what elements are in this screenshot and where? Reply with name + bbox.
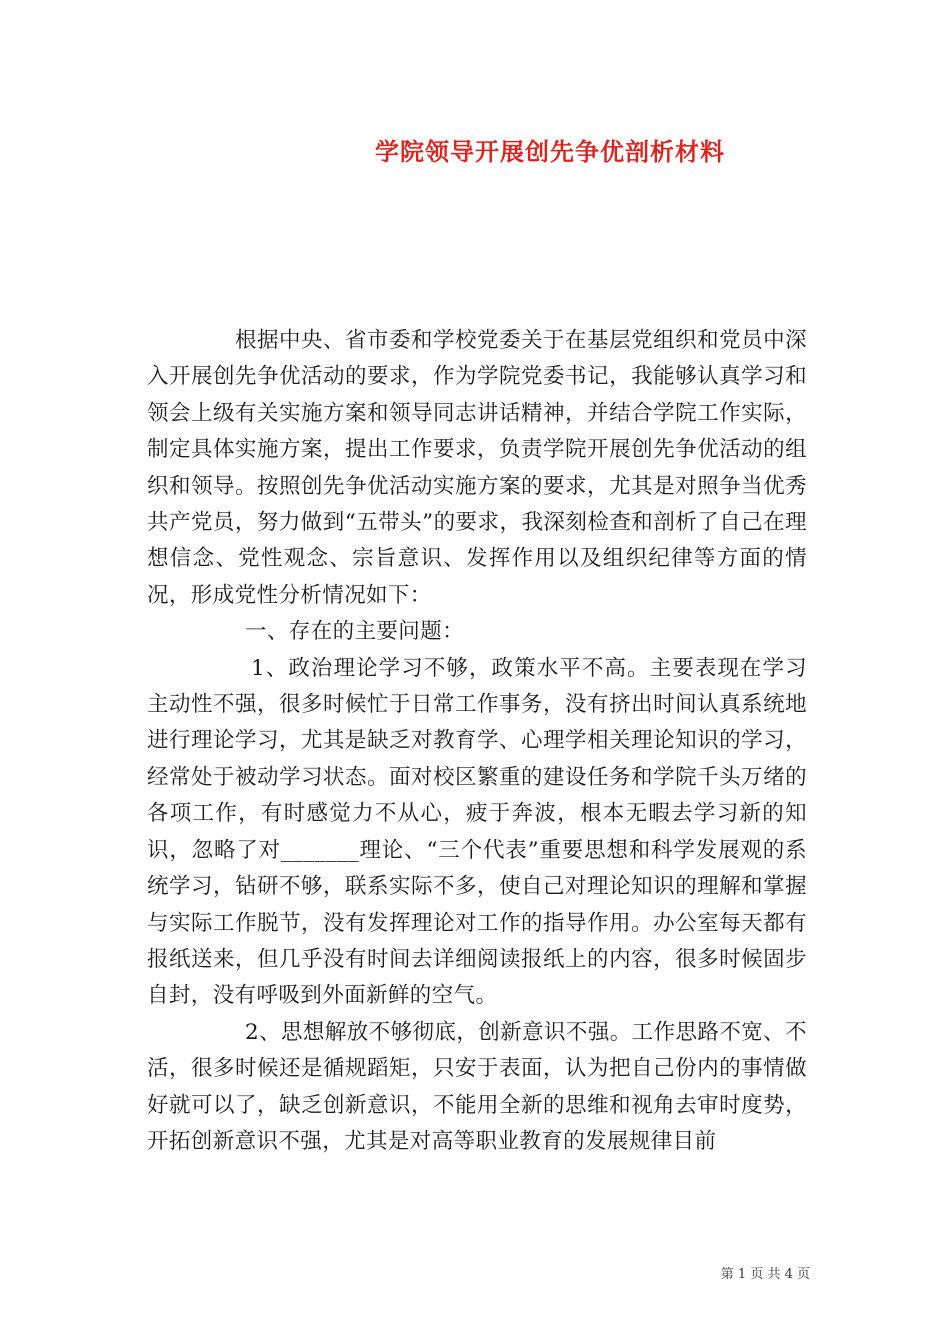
paragraph-problem-2: 2、思想解放不够彻底，创新意识不强。工作思路不宽、不活，很多时候还是循规蹈矩，只安于表面，认为把自己份内的事情做好就可以了，缺乏创新意识，不能用全新的思维和视角去审时度势，开拓创新意识不强，尤其是对高等职业教育的发展规律目前 [147,1019,807,1154]
paragraph-problem-1: 1、政治理论学习不够，政策水平不高。主要表现在学习主动性不强，很多时候忙于日常工作事务，没有挤出时间认真系统地进行理论学习，尤其是缺乏对教育学、心理学相关理论知识的学习，经常处于被动学习状态。面对校区繁重的建设任务和学院千头万绪的各项工作，有时感觉力不从心，疲于奔波，根本无暇去学习新的知识，忽略了对_______理论、“三个代表”重要思想和科学发展观的系统学习，钻研不够，联系实际不多，使自己对理论知识的理解和掌握与实际工作脱节，没有发挥理论对工作的指导作用。办公室每天都有报纸送来，但几乎没有时间去详细阅读报纸上的内容，很多时候固步自封，没有呼吸到外面新鲜的空气。 [147,655,807,1009]
paragraph-intro: 根据中央、省市委和学校党委关于在基层党组织和党员中深入开展创先争优活动的要求，作为学院党委书记，我能够认真学习和领会上级有关实施方案和领导同志讲话精神，并结合学院工作实际，制定具体实施方案，提出工作要求，负责学院开展创先争优活动的组织和领导。按照创先争优活动实施方案的要求，尤其是对照争当优秀共产党员，努力做到“五带头”的要求，我深刻检查和剖析了自己在理想信念、党性观念、宗旨意识、发挥作用以及组织纪律等方面的情况，形成党性分析情况如下： [147,328,807,608]
page-number-footer: 第 1 页 共 4 页 [720,1267,810,1282]
section-heading-problems: 一、存在的主要问题： [245,619,465,645]
document-title: 学院领导开展创先争优剖析材料 [375,138,725,166]
document-body [147,323,807,1160]
